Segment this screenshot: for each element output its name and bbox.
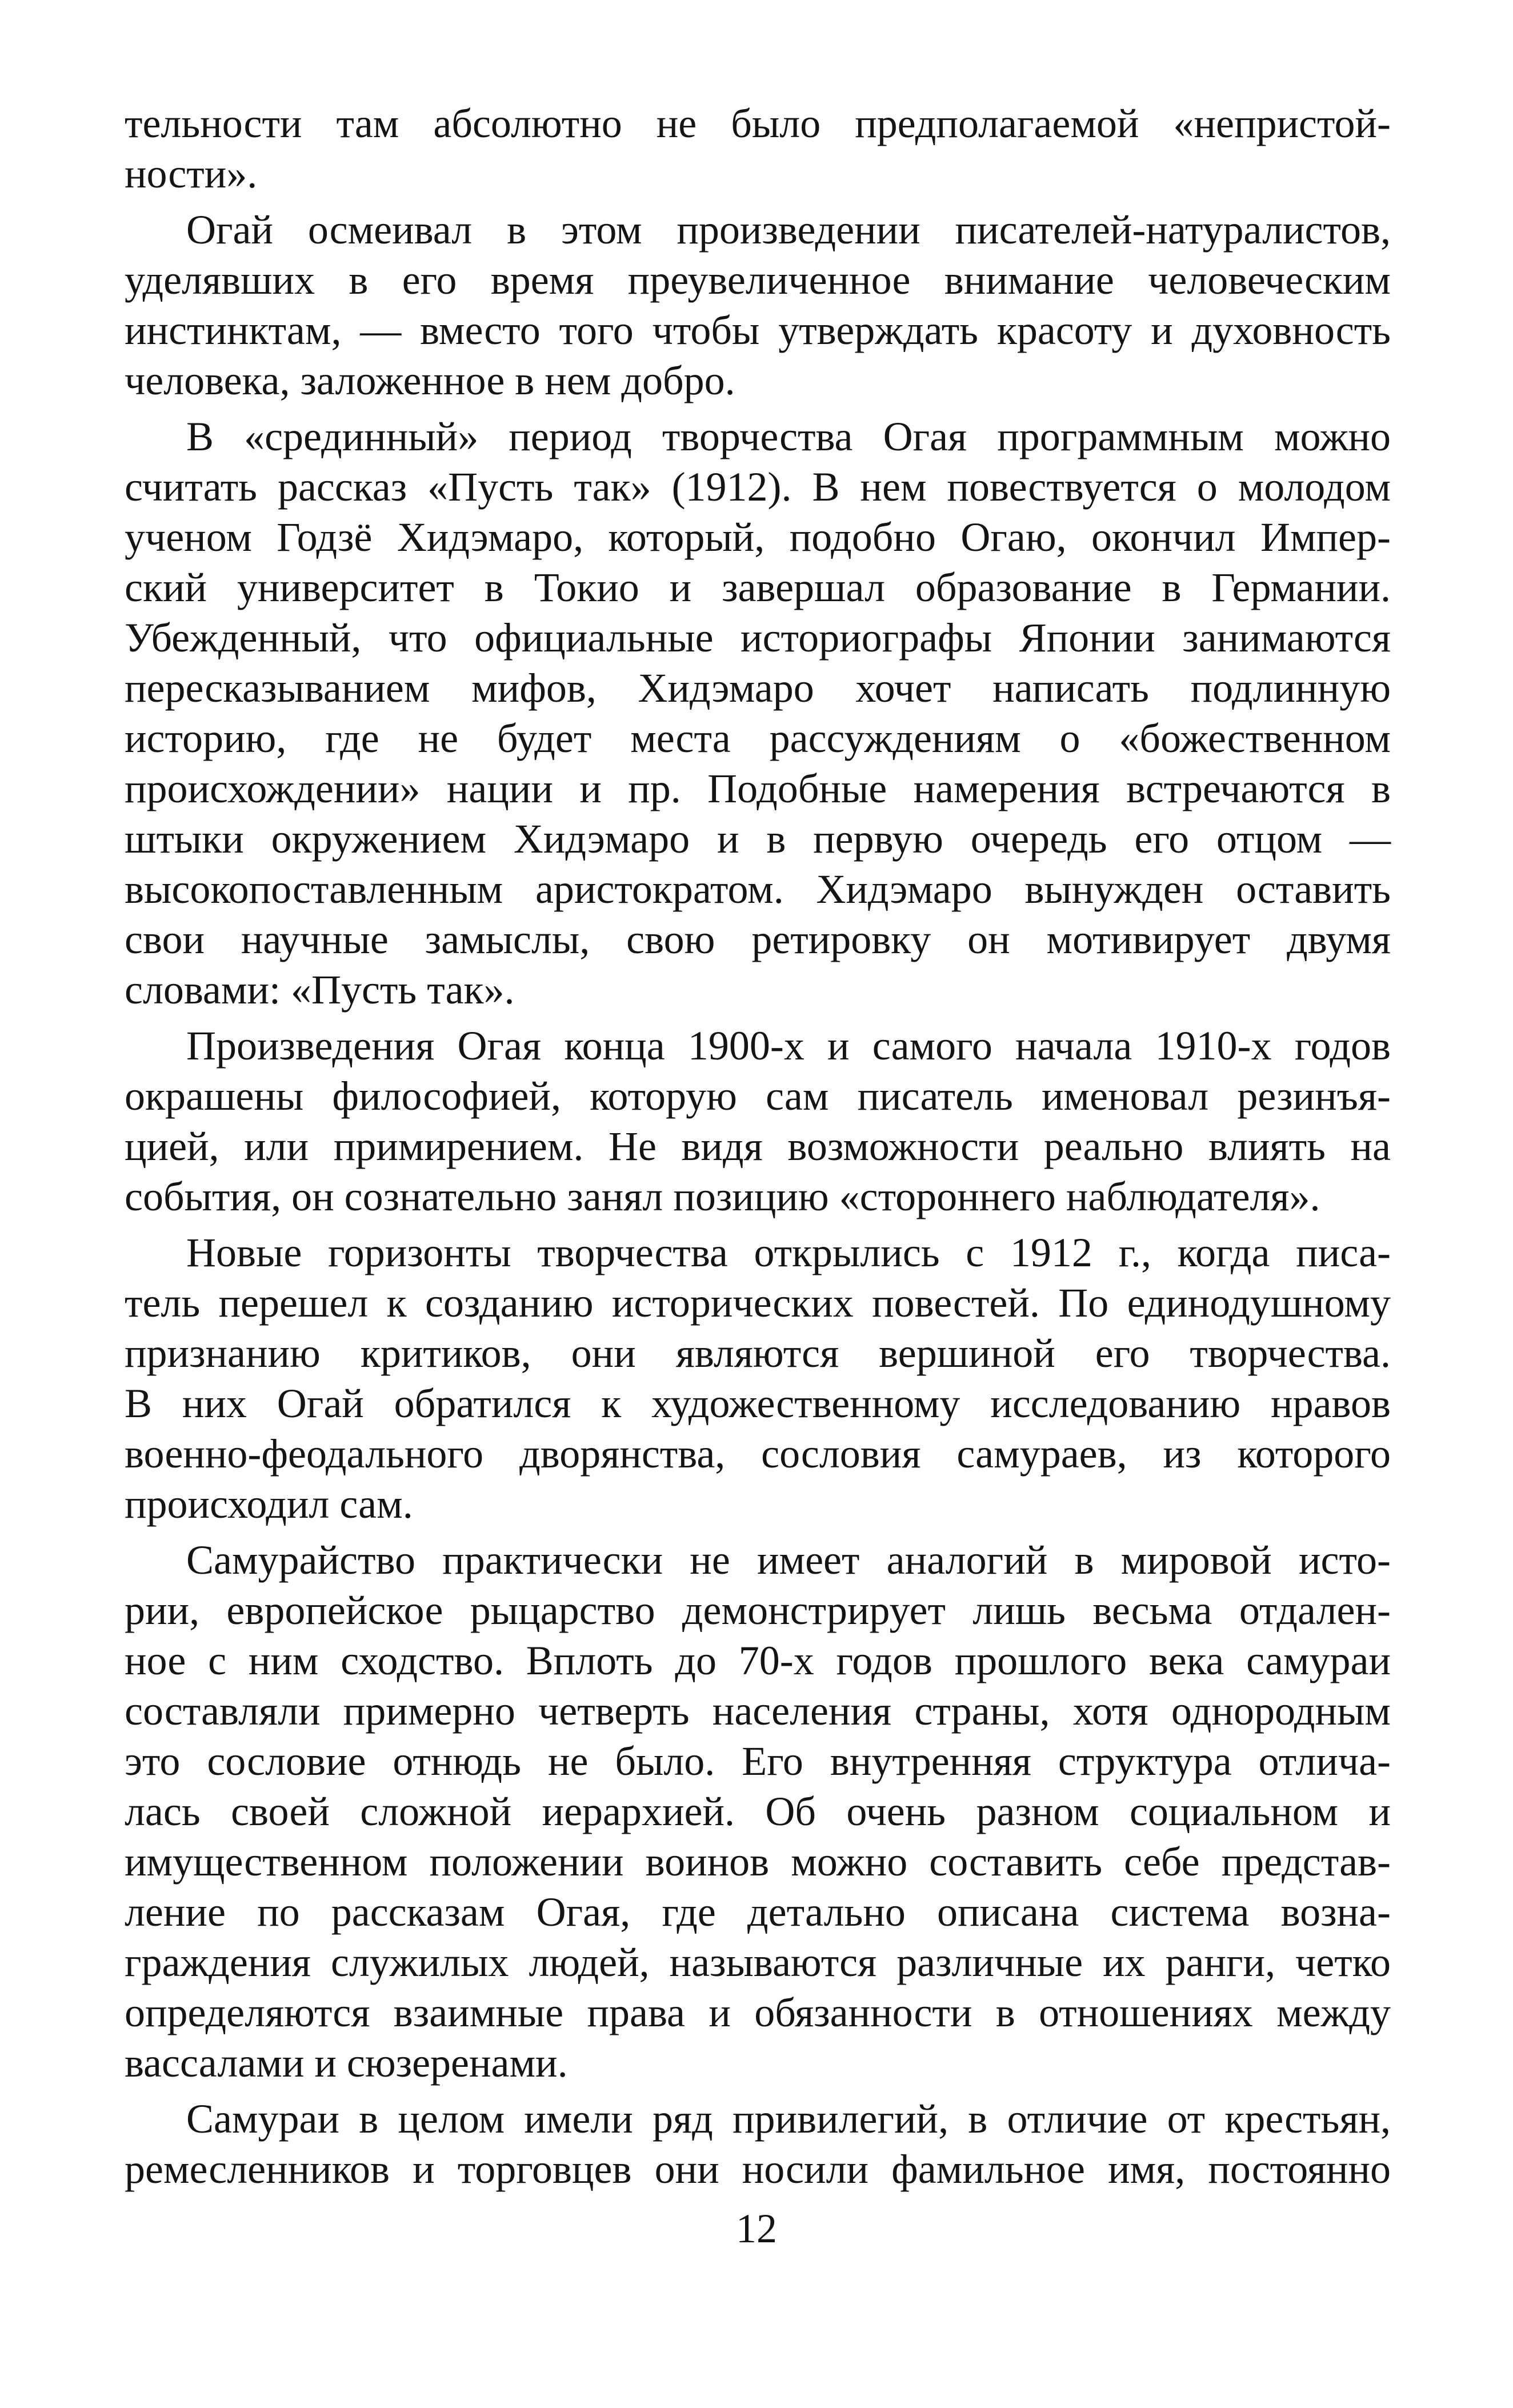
text-line: военно-феодального дворянства, сословия самураев, из которого	[125, 1431, 1391, 1477]
paragraph	[125, 1535, 1391, 2088]
text-line: ремесленников и торговцев они носили фамильное имя, постоянно	[125, 2146, 1391, 2192]
text-line: определяются взаимные права и обязанности в отношениях между	[125, 1990, 1391, 2035]
text-line: Огай осмеивал в этом произведении писателей-натуралистов,	[186, 207, 1391, 253]
text-line: Самурайство практически не имеет аналогий в мировой исто-	[186, 1537, 1391, 1583]
text-line: высокопоставленным аристократом. Хидэмаро вынужден оставить	[125, 866, 1391, 912]
text-line: составляли примерно четверть населения страны, хотя однородным	[125, 1688, 1391, 1734]
text-line: ление по рассказам Огая, где детально описана система возна-	[125, 1889, 1391, 1935]
text-line: ский университет в Токио и завершал образование в Германии.	[125, 565, 1391, 610]
text-line: штыки окружением Хидэмаро и в первую очередь его отцом —	[125, 816, 1391, 862]
text-line: граждения служилых людей, называются различные их ранги, четко	[125, 1939, 1391, 1985]
text-line: лась своей сложной иерархией. Об очень разном социальном и	[125, 1789, 1391, 1834]
paragraph	[125, 205, 1391, 406]
text-line: словами: «Пусть так».	[125, 967, 515, 1013]
text-line: тель перешел к созданию исторических повестей. По единодушному	[125, 1280, 1391, 1326]
text-line: В «срединный» период творчества Огая программным можно	[186, 414, 1391, 459]
body-text	[125, 98, 1391, 2200]
text-line: рии, европейское рыцарство демонстрирует лишь весьма отдален-	[125, 1587, 1391, 1633]
text-line: происходил сам.	[125, 1481, 413, 1527]
text-line: свои научные замыслы, свою ретировку он мотивирует двумя	[125, 917, 1391, 962]
text-line: Произведения Огая конца 1900-х и самого начала 1910-х годов	[186, 1023, 1391, 1069]
text-line: окрашены философией, которую сам писатель именовал резинъя-	[125, 1073, 1391, 1119]
paragraph	[125, 1227, 1391, 1529]
text-line: признанию критиков, они являются вершиной его творчества.	[125, 1330, 1391, 1376]
text-line: события, он сознательно занял позицию «стороннего наблюдателя».	[125, 1174, 1320, 1219]
text-line: ное с ним сходство. Вплоть до 70-х годов прошлого века самураи	[125, 1638, 1391, 1683]
text-line: считать рассказ «Пусть так» (1912). В нем повествуется о молодом	[125, 464, 1391, 510]
text-line: человека, заложенное в нем добро.	[125, 358, 735, 403]
text-line: историю, где не будет места рассуждениям о «божественном	[125, 715, 1391, 761]
page-number: 12	[736, 2206, 777, 2251]
text-line: ученом Годзё Хидэмаро, который, подобно Огаю, окончил Импер-	[125, 514, 1391, 560]
text-line: Убежденный, что официальные историографы Японии занимаются	[125, 615, 1391, 661]
text-line: тельности там абсолютно не было предполагаемой «непристой-	[125, 101, 1391, 146]
paragraph	[125, 98, 1391, 199]
text-line: происхождении» нации и пр. Подобные намерения встречаются в	[125, 766, 1391, 811]
text-line: вассалами и сюзеренами.	[125, 2040, 568, 2086]
paragraph	[125, 411, 1391, 1015]
text-line: ности».	[125, 151, 258, 197]
text-line: цией, или примирением. Не видя возможности реально влиять на	[125, 1123, 1391, 1169]
text-line: пересказыванием мифов, Хидэмаро хочет написать подлинную	[125, 665, 1391, 711]
paragraph	[125, 1021, 1391, 1222]
text-line: Самураи в целом имели ряд привилегий, в отличие от крестьян,	[186, 2096, 1391, 2142]
text-line: инстинктам, — вместо того чтобы утверждать красоту и духовность	[125, 307, 1391, 353]
text-line: это сословие отнюдь не было. Его внутренняя структура отлича-	[125, 1738, 1391, 1784]
text-line: Новые горизонты творчества открылись с 1912 г., когда писа-	[186, 1230, 1391, 1275]
paragraph	[125, 2094, 1391, 2194]
text-line: имущественном положении воинов можно составить себе представ-	[125, 1839, 1391, 1885]
text-line: В них Огай обратился к художественному исследованию нравов	[125, 1381, 1391, 1426]
text-line: уделявших в его время преувеличенное внимание человеческим	[125, 257, 1391, 303]
